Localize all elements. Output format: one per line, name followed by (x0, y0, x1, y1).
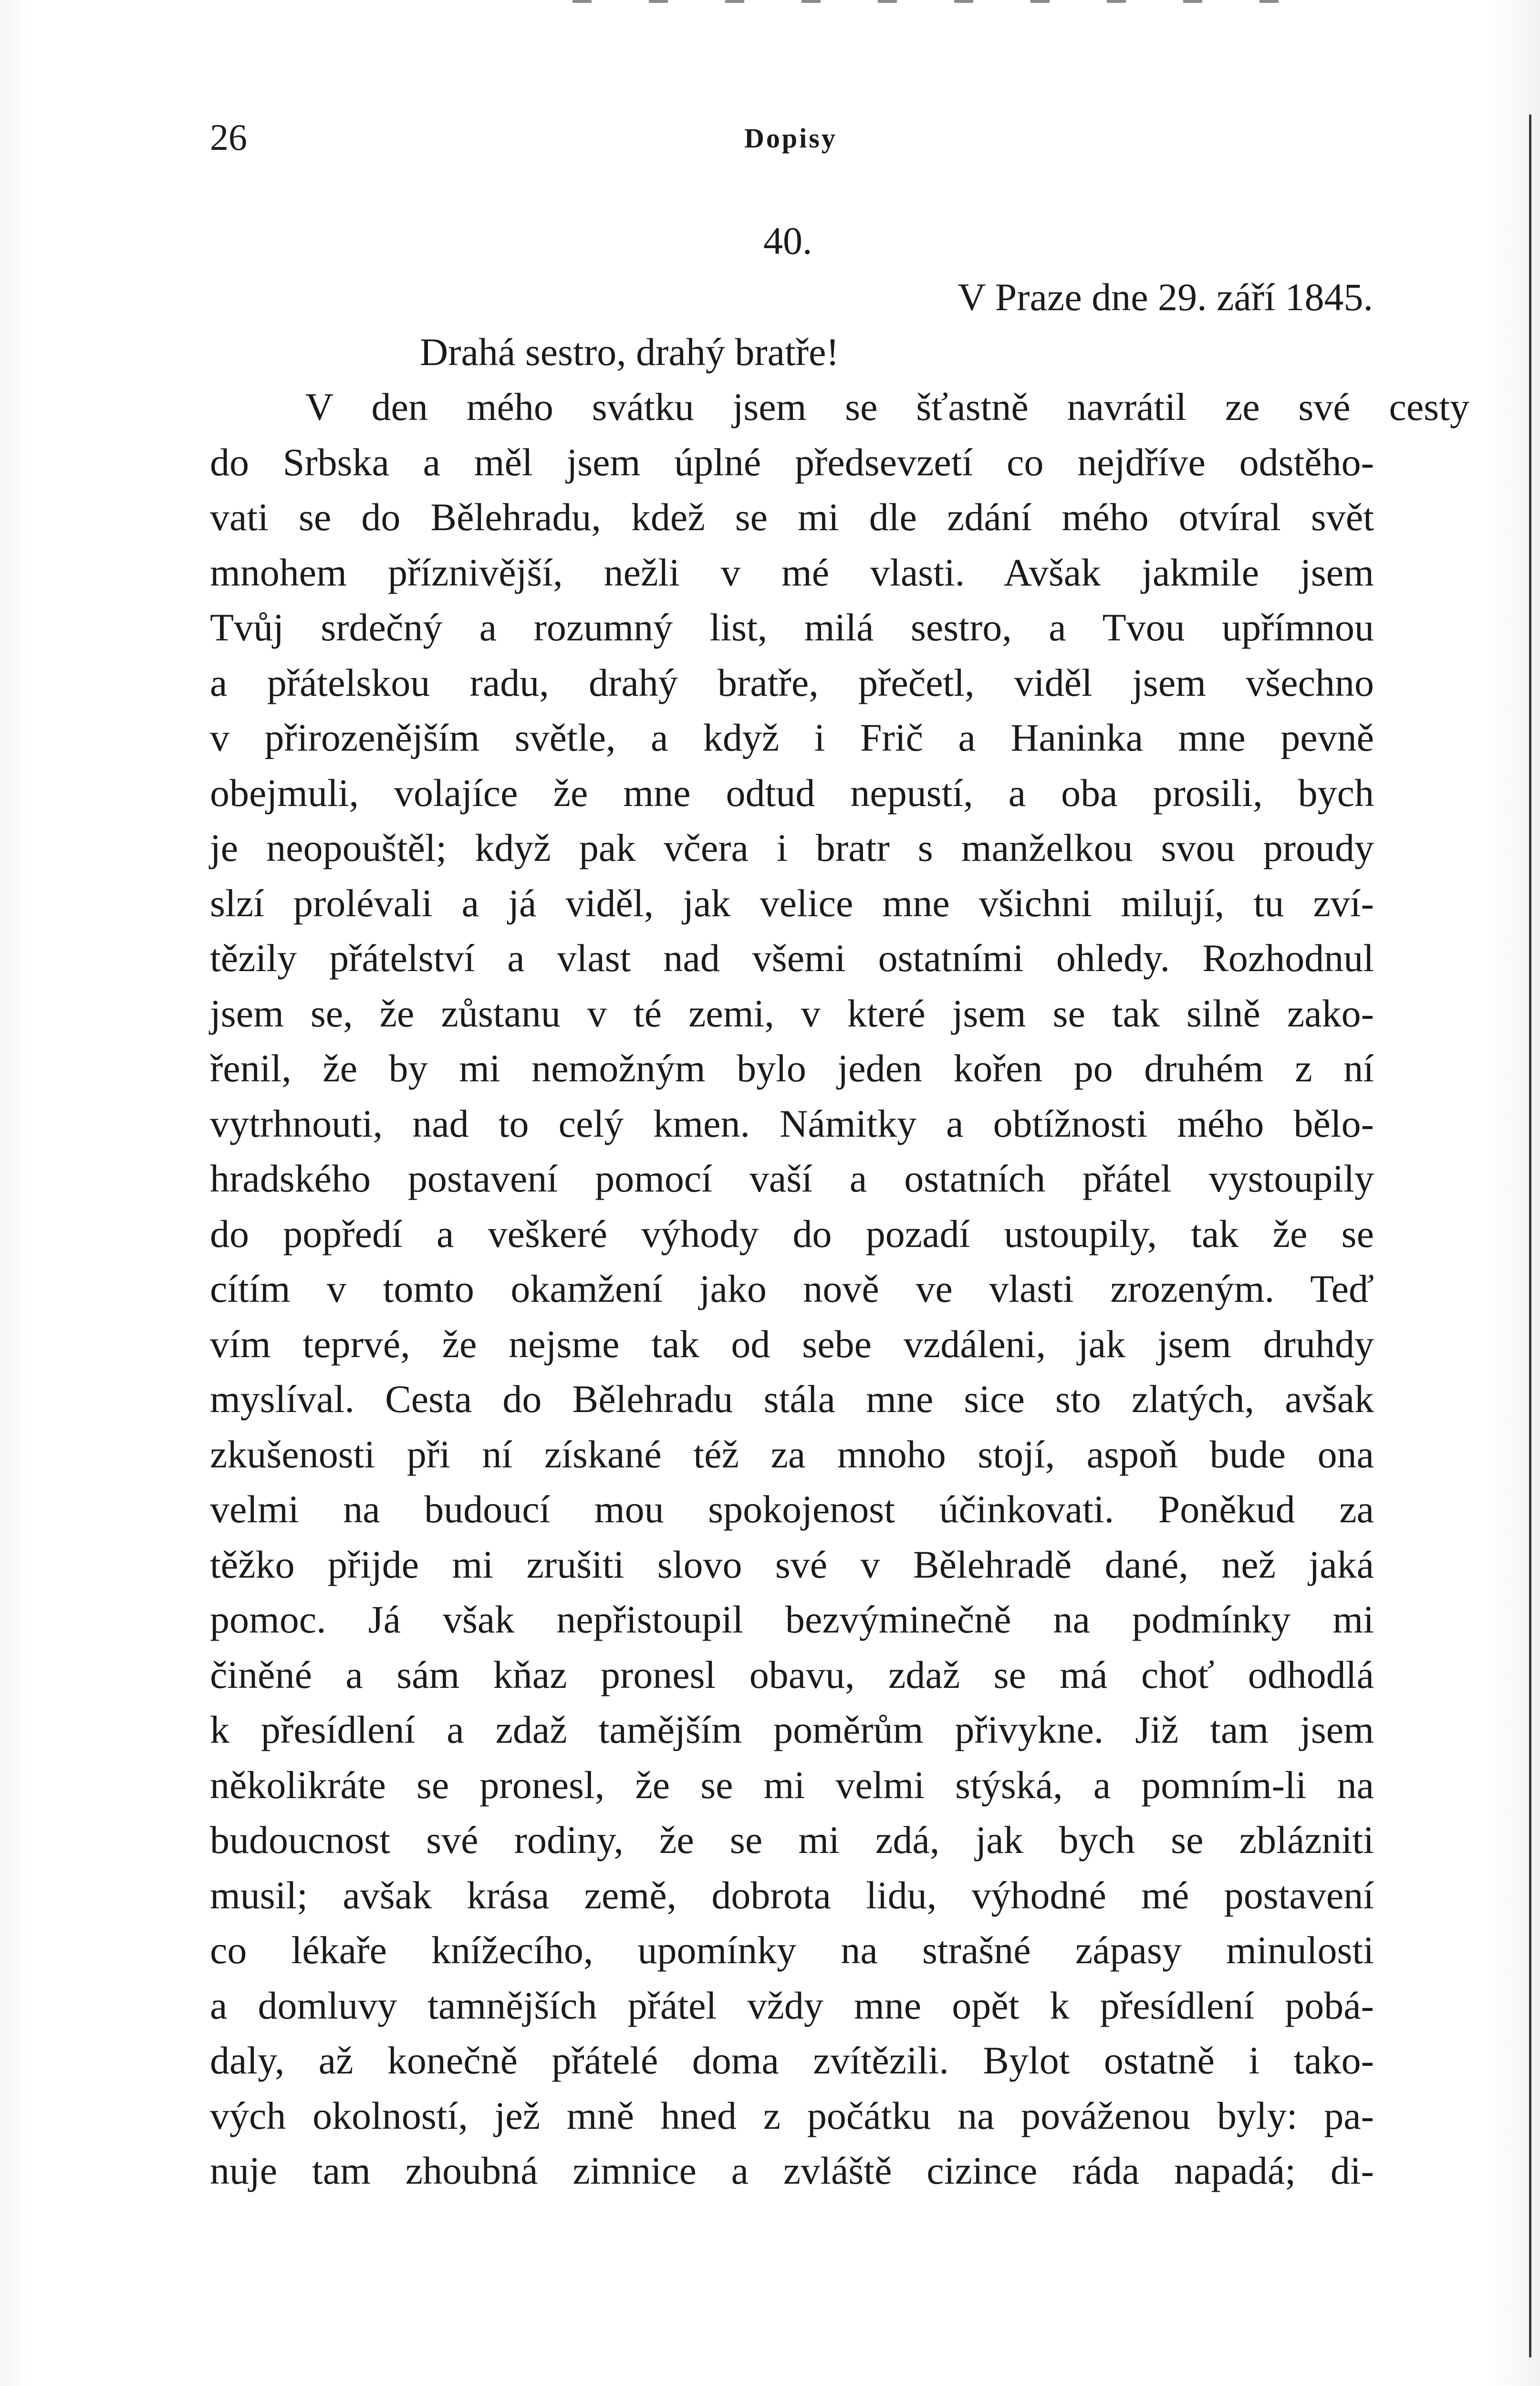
body-line: v přirozenějším světle, a když i Frič a Haninka mne pevně (210, 716, 1374, 759)
body-line: nuje tam zhoubná zimnice a zvláště cizince ráda napadá; di- (210, 2149, 1374, 2192)
letter-salutation: Drahá sestro, drahý bratře! (420, 330, 839, 374)
body-line: vých okolností, jež mně hned z počátku na pováženou byly: pa- (210, 2093, 1374, 2137)
body-line: V den mého svátku jsem se šťastně navrátil ze své cesty (305, 385, 1469, 429)
body-line: vím teprvé, že nejsme tak od sebe vzdáleni, jak jsem druhdy (210, 1322, 1374, 1366)
letter-dateline: V Praze dne 29. září 1845. (957, 275, 1373, 319)
body-line: cítím v tomto okamžení jako nově ve vlasti zrozeným. Teď (210, 1267, 1374, 1310)
body-line: velmi na budoucí mou spokojenost účinkovati. Poněkud za (210, 1487, 1374, 1531)
body-line: do Srbska a měl jsem úplné předsevzetí co nejdříve odstěho- (210, 440, 1374, 484)
body-line: tězily přátelství a vlast nad všemi ostatními ohledy. Rozhodnul (210, 936, 1374, 980)
body-line: do popředí a veškeré výhody do pozadí ustoupily, tak že se (210, 1212, 1374, 1256)
body-line: mnohem příznivější, nežli v mé vlasti. Avšak jakmile jsem (210, 550, 1374, 594)
body-line: budoucnost své rodiny, že se mi zdá, jak bych se zblázniti (210, 1818, 1374, 1862)
scan-edge-specks (572, 0, 1288, 3)
body-line: činěné a sám kňaz pronesl obavu, zdaž se má choť odhodlá (210, 1653, 1374, 1696)
body-line: a přátelskou radu, drahý bratře, přečetl, viděl jsem všechno (210, 660, 1374, 704)
body-line: co lékaře knížecího, upomínky na strašné zápasy minulosti (210, 1928, 1374, 1972)
running-title: Dopisy (744, 123, 837, 154)
body-line: daly, až konečně přátelé doma zvítězili. Bylot ostatně i tako- (210, 2039, 1374, 2082)
body-line: zkušenosti při ní získané též za mnoho stojí, aspoň bude ona (210, 1432, 1374, 1476)
body-line: musil; avšak krása země, dobrota lidu, výhodné mé postavení (210, 1873, 1374, 1917)
body-line: a domluvy tamnějších přátel vždy mne opět k přesídlení pobá- (210, 1983, 1374, 2027)
page-right-edge (1529, 115, 1531, 2357)
body-line: jsem se, že zůstanu v té zemi, v které jsem se tak silně zako- (210, 991, 1374, 1035)
body-line: je neopouštěl; když pak včera i bratr s manželkou svou proudy (210, 826, 1374, 869)
body-line: řenil, že by mi nemožným bylo jeden kořen po druhém z ní (210, 1046, 1374, 1090)
body-line: k přesídlení a zdaž tamějším poměrům přivykne. Již tam jsem (210, 1708, 1374, 1751)
body-line: těžko přijde mi zrušiti slovo své v Bělehradě dané, než jaká (210, 1542, 1374, 1586)
body-line: vytrhnouti, nad to celý kmen. Námitky a obtížnosti mého bělo- (210, 1101, 1374, 1145)
body-line: pomoc. Já však nepřistoupil bezvýminečně na podmínky mi (210, 1598, 1374, 1641)
body-line: myslíval. Cesta do Bělehradu stála mne sice sto zlatých, avšak (210, 1377, 1374, 1421)
page-number: 26 (210, 116, 247, 158)
body-line: vati se do Bělehradu, kdež se mi dle zdání mého otvíral svět (210, 495, 1374, 539)
body-line: Tvůj srdečný a rozumný list, milá sestro, a Tvou upřímnou (210, 606, 1374, 649)
body-line: slzí prolévali a já viděl, jak velice mne všichni milují, tu zví- (210, 881, 1374, 925)
letter-number: 40. (763, 219, 812, 262)
letter-body (210, 379, 1469, 2198)
body-line: obejmuli, volajíce že mne odtud nepustí, a oba prosili, bych (210, 771, 1374, 815)
body-line: několikráte se pronesl, že se mi velmi stýská, a pomním-li na (210, 1763, 1374, 1807)
body-line: hradského postavení pomocí vaší a ostatních přátel vystoupily (210, 1157, 1374, 1200)
